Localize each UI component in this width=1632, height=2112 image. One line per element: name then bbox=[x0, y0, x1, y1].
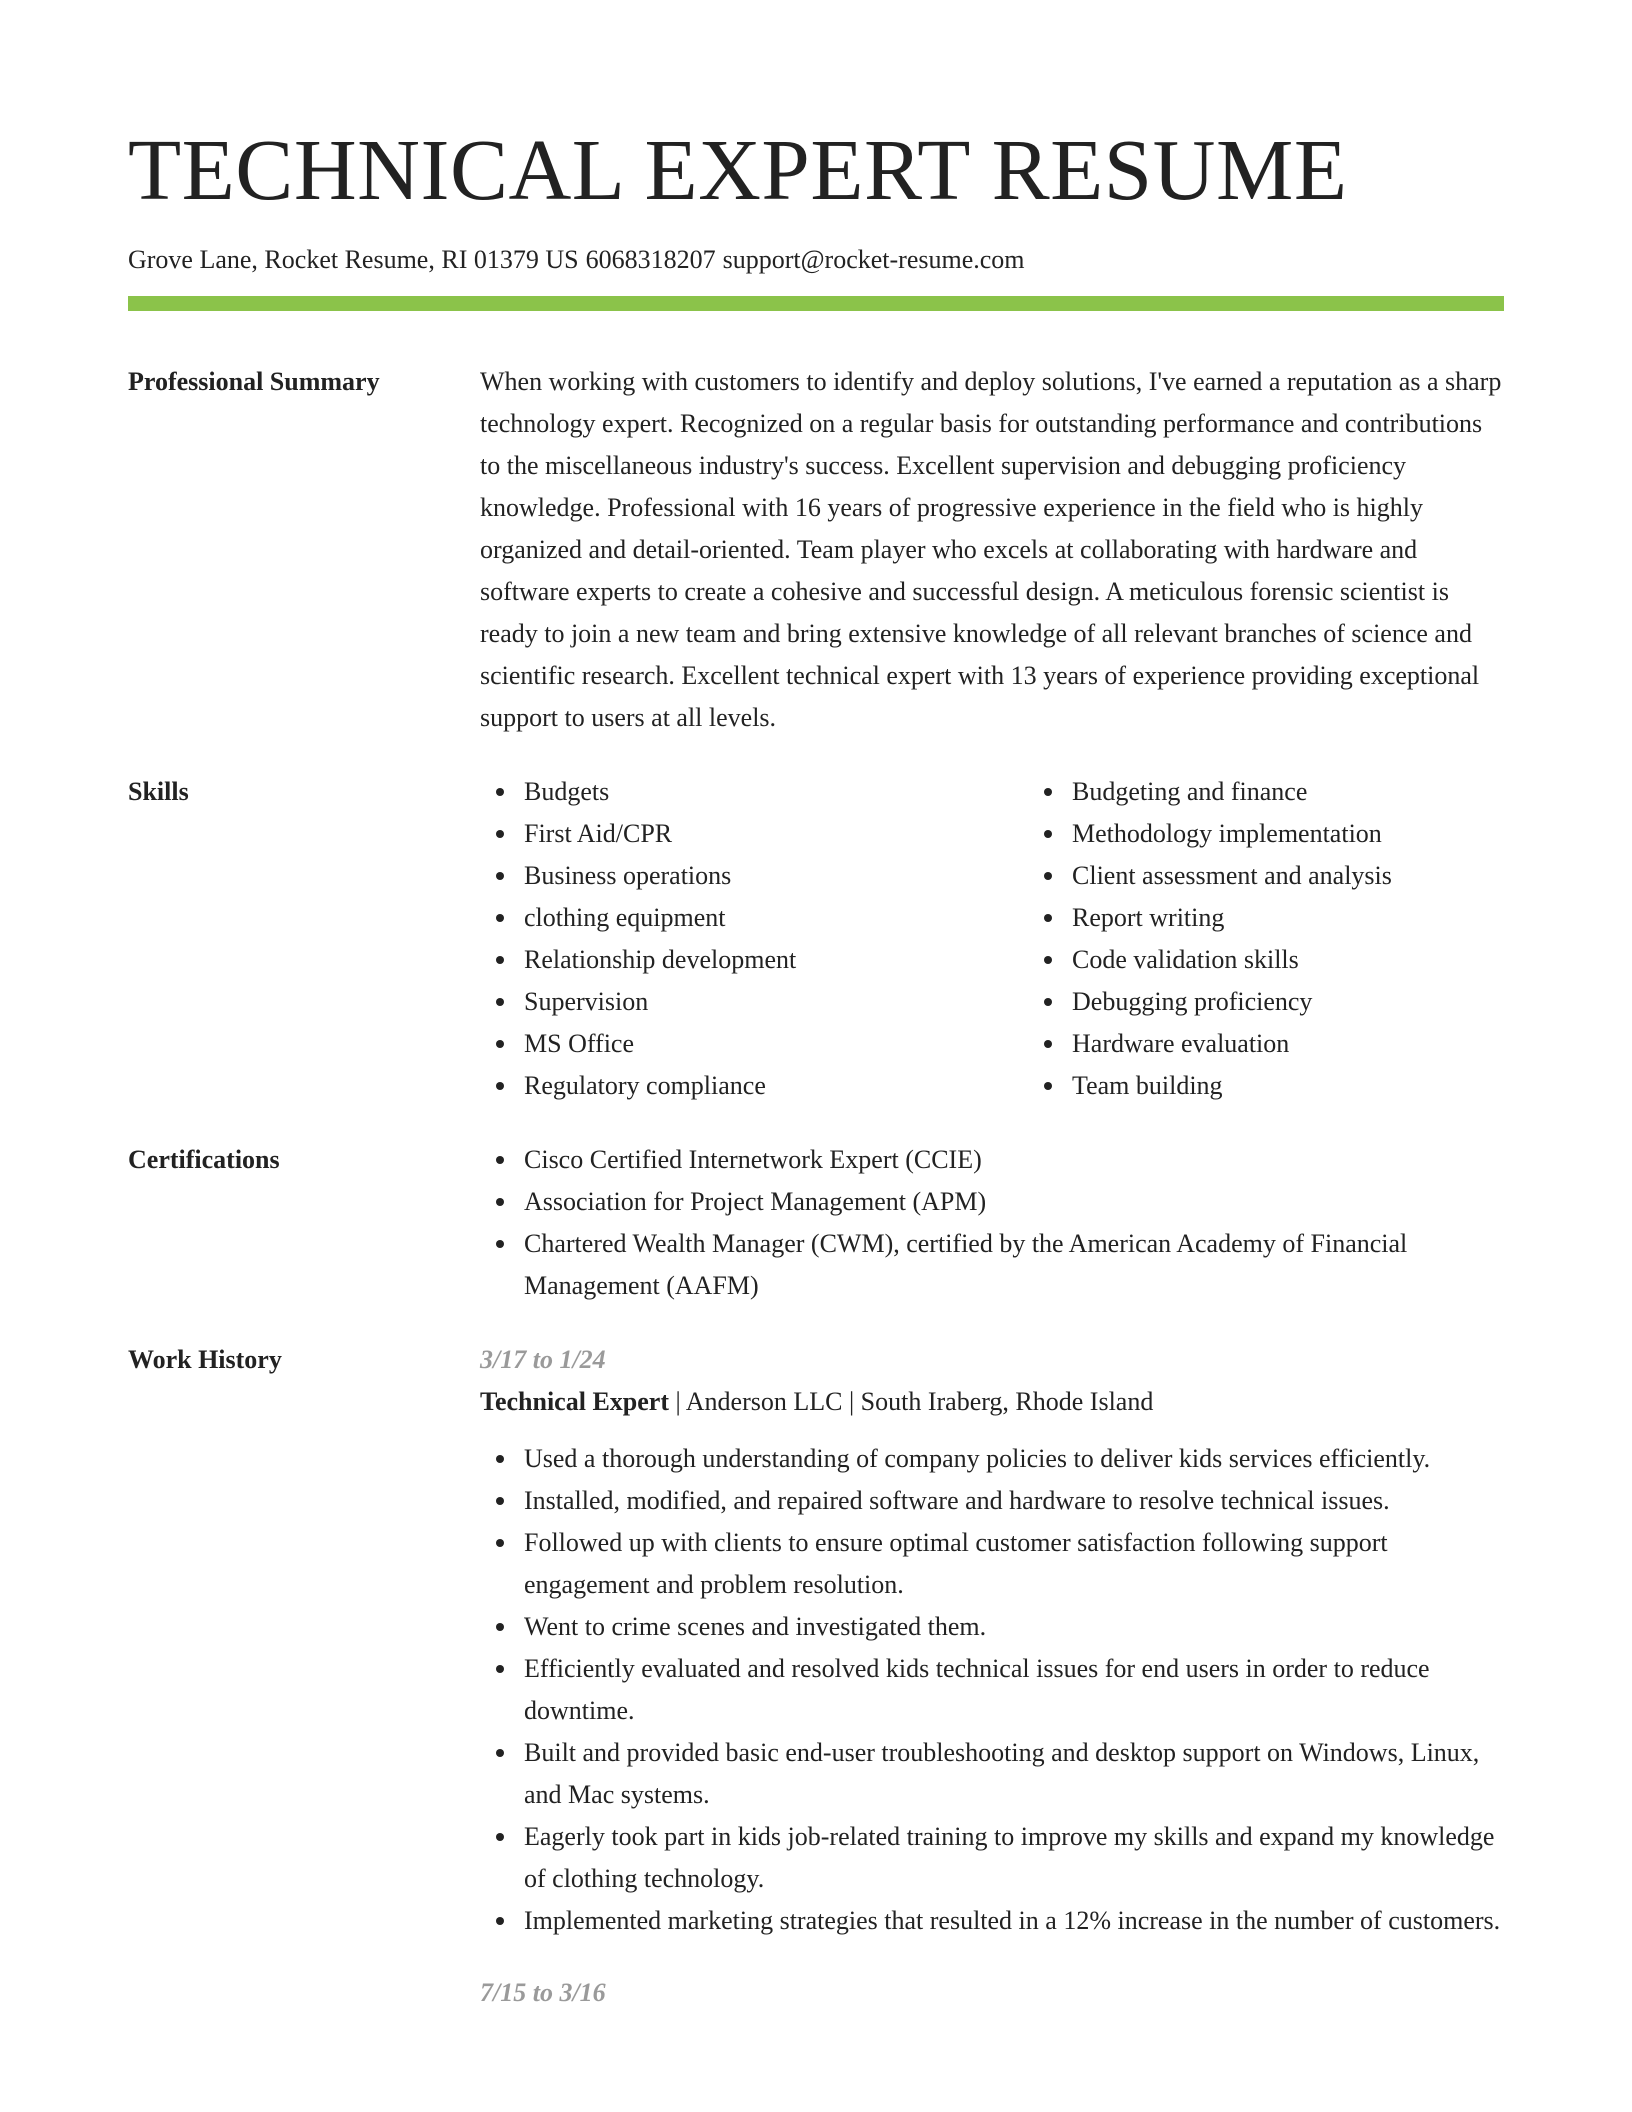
contact-line bbox=[128, 244, 1504, 276]
skill-item: Methodology implementation bbox=[1072, 813, 1532, 855]
job-employer-location: | Anderson LLC | South Iraberg, Rhode Island bbox=[668, 1387, 1154, 1416]
job-dates: 3/17 to 1/24 bbox=[480, 1345, 606, 1374]
header-divider bbox=[128, 296, 1504, 311]
job-entry bbox=[480, 1972, 1504, 2014]
skill-item: Client assessment and analysis bbox=[1072, 855, 1532, 897]
skill-item: Report writing bbox=[1072, 897, 1532, 939]
work-history-section bbox=[128, 1339, 1504, 2014]
job-bullet: Implemented marketing strategies that resulted in a 12% increase in the number of customers. bbox=[524, 1900, 1504, 1942]
skill-item: Regulatory compliance bbox=[524, 1065, 984, 1107]
certifications-section bbox=[128, 1139, 1504, 1307]
certifications-body bbox=[480, 1139, 1504, 1307]
contact-email: support@rocket-resume.com bbox=[722, 245, 1025, 274]
skill-item: Budgets bbox=[524, 771, 984, 813]
resume-page bbox=[128, 0, 1504, 2014]
job-bullet: Used a thorough understanding of company policies to deliver kids services efficiently. bbox=[524, 1438, 1504, 1480]
certifications-heading: Certifications bbox=[128, 1145, 280, 1174]
summary-section bbox=[128, 361, 1504, 739]
skill-item: Relationship development bbox=[524, 939, 984, 981]
contact-address: Grove Lane, Rocket Resume, RI 01379 US bbox=[128, 245, 579, 274]
skills-heading: Skills bbox=[128, 777, 189, 806]
certifications-list bbox=[480, 1139, 1504, 1307]
skill-item: Supervision bbox=[524, 981, 984, 1023]
work-history-body bbox=[480, 1339, 1504, 2014]
contact-phone: 6068318207 bbox=[585, 245, 716, 274]
certification-item: Cisco Certified Internetwork Expert (CCIE) bbox=[524, 1139, 1504, 1181]
skill-item: Team building bbox=[1072, 1065, 1532, 1107]
summary-heading: Professional Summary bbox=[128, 367, 380, 396]
resume-title: TECHNICAL EXPERT RESUME bbox=[128, 121, 1348, 218]
summary-text: When working with customers to identify and deploy solutions, I've earned a reputation as a sharp technology expert. Recognized on a regular basis for outstanding performance and contributions to the miscellaneous industry's success. Excellent supervision and debugging proficiency knowledge. Professional with 16 years of progressive experience in the field who is highly organized and detail-oriented. Team player who excels at collaborating with hardware and software experts to create a cohesive and successful design. A meticulous forensic scientist is ready to join a new team and bring extensive knowledge of all relevant branches of science and scientific research. Excellent technical expert with 13 years of experience providing exceptional support to users at all levels. bbox=[480, 367, 1502, 732]
certification-item: Chartered Wealth Manager (CWM), certified by the American Academy of Financial Management (AAFM) bbox=[524, 1223, 1504, 1307]
skill-item: MS Office bbox=[524, 1023, 984, 1065]
job-bullet: Followed up with clients to ensure optimal customer satisfaction following support engagement and problem resolution. bbox=[524, 1522, 1504, 1606]
skill-item: Hardware evaluation bbox=[1072, 1023, 1532, 1065]
skills-columns bbox=[480, 771, 1532, 1107]
job-bullet: Went to crime scenes and investigated them. bbox=[524, 1606, 1504, 1648]
job-bullet: Built and provided basic end-user troubleshooting and desktop support on Windows, Linux, and Mac systems. bbox=[524, 1732, 1504, 1816]
job-bullet: Efficiently evaluated and resolved kids technical issues for end users in order to reduce downtime. bbox=[524, 1648, 1504, 1732]
work-history-heading: Work History bbox=[128, 1345, 282, 1374]
skill-item: Budgeting and finance bbox=[1072, 771, 1532, 813]
skill-item: Debugging proficiency bbox=[1072, 981, 1532, 1023]
skills-list-left bbox=[480, 771, 984, 1107]
job-dates: 7/15 to 3/16 bbox=[480, 1978, 606, 2007]
skill-item: clothing equipment bbox=[524, 897, 984, 939]
skill-item: Business operations bbox=[524, 855, 984, 897]
job-bullet: Eagerly took part in kids job-related training to improve my skills and expand my knowledge of clothing technology. bbox=[524, 1816, 1504, 1900]
skills-section bbox=[128, 771, 1504, 1107]
job-bullets bbox=[480, 1438, 1504, 1942]
skill-item: Code validation skills bbox=[1072, 939, 1532, 981]
job-heading bbox=[480, 1381, 1504, 1423]
job-title: Technical Expert bbox=[480, 1387, 669, 1416]
job-bullet: Installed, modified, and repaired software and hardware to resolve technical issues. bbox=[524, 1480, 1504, 1522]
skills-list-right bbox=[1028, 771, 1532, 1107]
job-entry bbox=[480, 1339, 1504, 1942]
certification-item: Association for Project Management (APM) bbox=[524, 1181, 1504, 1223]
skill-item: First Aid/CPR bbox=[524, 813, 984, 855]
